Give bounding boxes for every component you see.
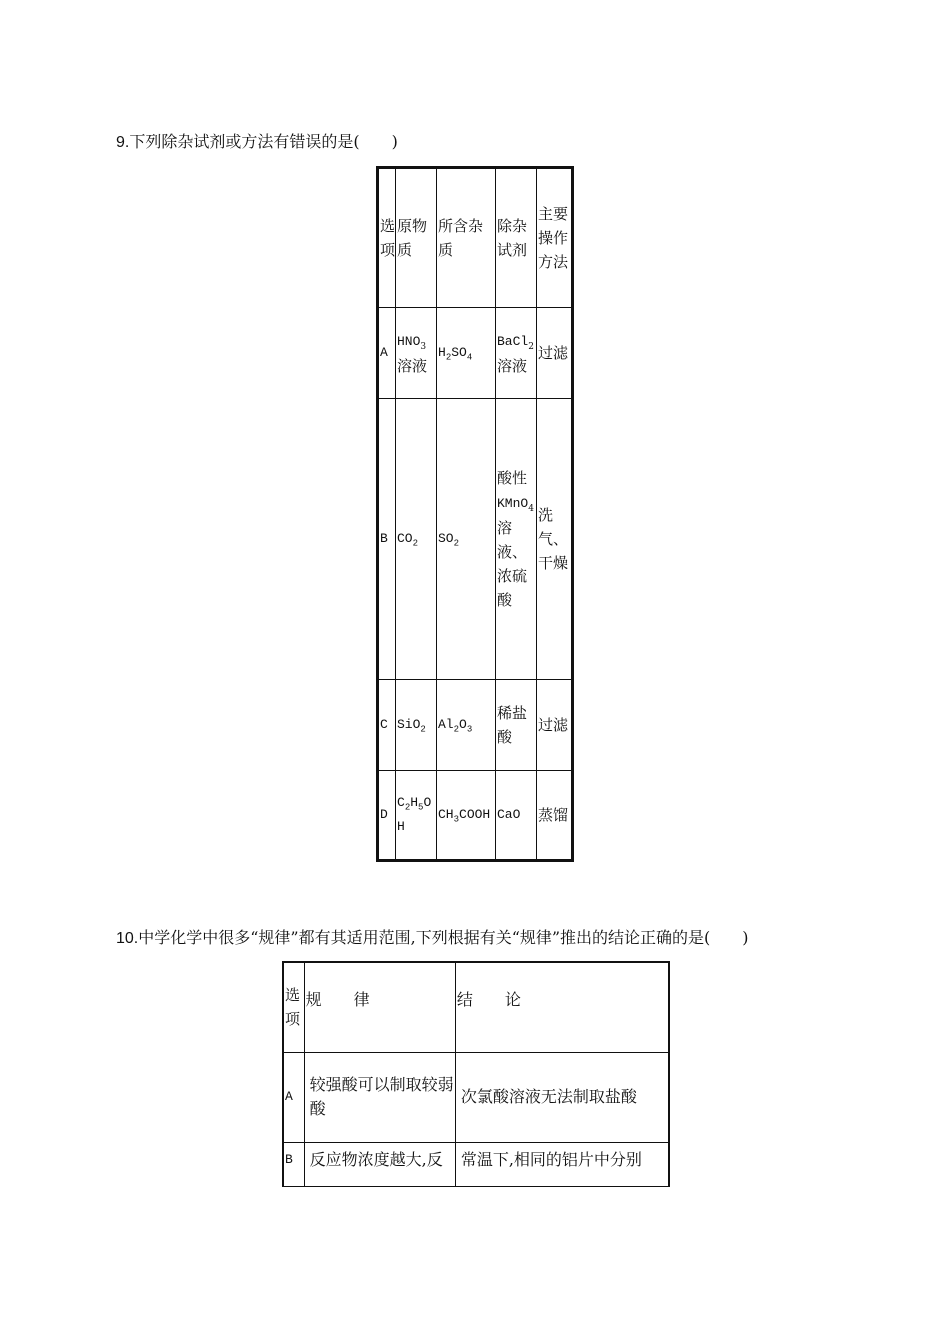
header-original: 原物质 <box>396 168 437 308</box>
rules-table <box>282 961 670 1187</box>
option-label: B <box>378 399 396 680</box>
table-header-row <box>283 962 669 1052</box>
rule: 反应物浓度越大,反 <box>304 1142 455 1186</box>
option-label: B <box>283 1142 304 1186</box>
impurity: $Al_2O_3$ <box>437 680 496 771</box>
question-text: 中学化学中很多“规律”都有其适用范围,下列根据有关“规律”推出的结论正确的是( ) <box>138 928 749 947</box>
header-impurity: 所含杂质 <box>437 168 496 308</box>
header-reagent: 除杂试剂 <box>496 168 537 308</box>
table-row <box>378 399 573 680</box>
reagent: CaO <box>496 771 537 861</box>
method: 洗气、干燥 <box>537 399 573 680</box>
reagent: 酸性 KMnO$_4$ 溶液、浓硫酸 <box>496 399 537 680</box>
reagent: 稀盐酸 <box>496 680 537 771</box>
conclusion: 次氯酸溶液无法制取盐酸 <box>455 1052 669 1142</box>
impurity: $SO_2$ <box>437 399 496 680</box>
option-label: A <box>283 1052 304 1142</box>
reagent: BaCl$_2$ 溶液 <box>496 308 537 399</box>
impurity: $H_2SO_4$ <box>437 308 496 399</box>
question-text: 下列除杂试剂或方法有错误的是( ) <box>129 132 398 151</box>
conclusion: 常温下,相同的铝片中分别 <box>455 1142 669 1186</box>
question-9 <box>116 129 398 152</box>
original-substance: $HNO_3$ 溶液 <box>396 308 437 399</box>
option-label: A <box>378 308 396 399</box>
impurity: $CH_3COOH$ <box>437 771 496 861</box>
question-number: 10. <box>116 930 139 947</box>
header-method: 主要操作方法 <box>537 168 573 308</box>
table-header-row <box>378 168 573 308</box>
option-label: C <box>378 680 396 771</box>
table-row <box>283 1052 669 1142</box>
header-rule: 规 律 <box>304 962 455 1052</box>
table-row <box>378 308 573 399</box>
method: 蒸馏 <box>537 771 573 861</box>
table-row <box>378 680 573 771</box>
question-number: 9. <box>116 134 130 151</box>
question-10 <box>116 925 749 948</box>
header-option: 选项 <box>283 962 304 1052</box>
rule: 较强酸可以制取较弱酸 <box>304 1052 455 1142</box>
original-substance: $CO_2$ <box>396 399 437 680</box>
method: 过滤 <box>537 680 573 771</box>
original-substance: $C_2H_5OH$ <box>396 771 437 861</box>
table-row <box>283 1142 669 1186</box>
method: 过滤 <box>537 308 573 399</box>
table-row <box>378 771 573 861</box>
option-label: D <box>378 771 396 861</box>
original-substance: SiO$_2$ <box>396 680 437 771</box>
header-conclusion: 结 论 <box>455 962 669 1052</box>
impurity-removal-table <box>376 166 574 862</box>
header-option: 选项 <box>378 168 396 308</box>
